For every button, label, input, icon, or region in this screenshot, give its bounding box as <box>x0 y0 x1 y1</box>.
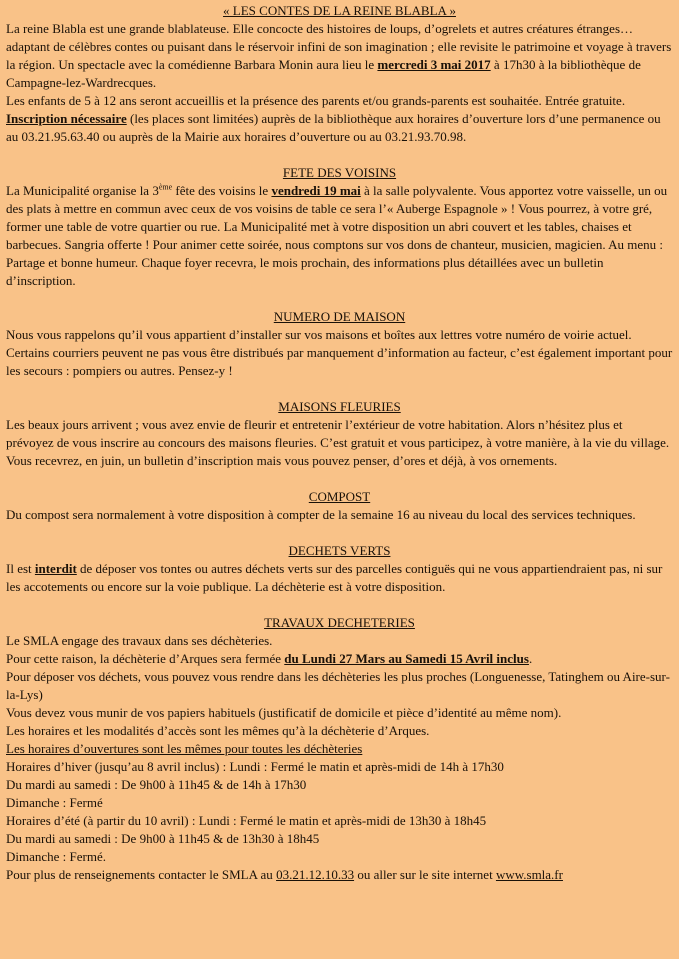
travaux-dates: du Lundi 27 Mars au Samedi 15 Avril inclus <box>284 651 529 666</box>
dechets-paragraph: Il est interdit de déposer vos tontes ou autres déchets verts sur des parcelles contiguës qui ne vous appartiendraient pas, ni sur les accotements ou encore sur la voie publique. La déchèterie est à votre disposition. <box>6 561 663 594</box>
travaux-line-8: Du mardi au samedi : De 9h00 à 11h45 & de 14h à 17h30 <box>6 777 307 792</box>
voisins-date: vendredi 19 mai <box>271 183 361 198</box>
section-compost <box>6 488 673 524</box>
section-fleuries <box>6 398 673 470</box>
travaux-line-9: Dimanche : Fermé <box>6 795 103 810</box>
compost-paragraph: Du compost sera normalement à votre disposition à compter de la semaine 16 au niveau du local des services techniques. <box>6 507 636 522</box>
heading-fleuries: MAISONS FLEURIES <box>278 399 401 414</box>
numero-paragraph: Nous vous rappelons qu’il vous appartient d’installer sur vos maisons et boîtes aux lettres votre numéro de voirie actuel. Certains courriers peuvent ne pas vous être distribués par manquement d’information au facteur, c’est également important pour les secours : pompiers ou autres. Pensez-y ! <box>6 327 673 378</box>
travaux-line-2: Pour cette raison, la déchèterie d’Arques sera fermée du Lundi 27 Mars au Samedi 15 Avril inclus. <box>6 651 533 666</box>
fleuries-paragraph: Les beaux jours arrivent ; vous avez envie de fleurir et entretenir l’extérieur de votre habitation. Alors n’hésitez plus et prévoyez de vous inscrire au concours des maisons fleuries. C’est gratuit et vous participez, à votre manière, à la vie du village. Vous recevrez, en juin, un bulletin d’inscription mais vous pouvez penser, d’ores et déjà, à vos ornements. <box>6 417 670 468</box>
section-contes <box>6 2 673 146</box>
heading-voisins: FETE DES VOISINS <box>282 165 397 180</box>
contes-paragraph-1: La reine Blabla est une grande blablateuse. Elle concocte des histoires de loups, d’ogrelets et autres créatures étranges…adaptant de célèbres contes ou puisant dans le réservoir infini de son imagination ; elle revisite le patrimoine et voyage à travers la région. Un spectacle avec la comédienne Barbara Monin aura lieu le mercredi 3 mai 2017 à 17h30 à la bibliothèque de Campagne-lez-Wardrecques. <box>6 21 672 90</box>
travaux-line-7: Horaires d’hiver (jusqu’au 8 avril inclus) : Lundi : Fermé le matin et après-midi de 14h à 17h30 <box>6 759 504 774</box>
heading-dechets: DECHETS VERTS <box>288 543 391 558</box>
heading-compost: COMPOST <box>308 489 371 504</box>
travaux-line-12: Dimanche : Fermé. <box>6 849 106 864</box>
section-dechets <box>6 542 673 596</box>
contes-paragraph-2: Les enfants de 5 à 12 ans seront accueillis et la présence des parents et/ou grands-parents est souhaitée. Entrée gratuite. Inscription nécessaire (les places sont limitées) auprès de la bibliothèque aux horaires d’ouverture lors d’une permanence ou au 03.21.95.63.40 ou auprès de la Mairie aux horaires d’ouverture ou au 03.21.93.70.98. <box>6 93 661 144</box>
dechets-interdit: interdit <box>34 561 77 576</box>
travaux-line-6: Les horaires d’ouvertures sont les mêmes pour toutes les déchèteries <box>6 741 363 756</box>
section-numero <box>6 308 673 380</box>
contes-date: mercredi 3 mai 2017 <box>377 57 491 72</box>
section-travaux <box>6 614 673 884</box>
travaux-line-3: Pour déposer vos déchets, vous pouvez vous rendre dans les déchèteries les plus proches (Longuenesse, Tatinghem ou Aire-sur-la-Lys) <box>6 669 670 702</box>
heading-travaux: TRAVAUX DECHETERIES <box>264 615 415 630</box>
voisins-paragraph: La Municipalité organise la 3ème fête des voisins le vendredi 19 mai à la salle polyvalente. Vous apportez votre vaisselle, un ou des plats à mettre en commun avec ceux de vos voisins de table ce sera l’« Auberge Espagnole » ! Vous pourrez, à votre gré, former une table de votre quartier ou rue. La Municipalité met à votre disposition un abri couvert et les tables, chaises et barbecues. Sangria offerte ! Pour animer cette soirée, nous comptons sur vos dons de chanteur, musicien, magicien. Au menu : Partage et bonne humeur. Chaque foyer recevra, le mois prochain, des informations plus détaillées avec un bulletin d’inscription. <box>6 182 668 288</box>
travaux-line-4: Vous devez vous munir de vos papiers habituels (justificatif de domicile et pièce d’identité au même nom). <box>6 705 562 720</box>
travaux-line-13: Pour plus de renseignements contacter le SMLA au 03.21.12.10.33 ou aller sur le site internet www.smla.fr <box>6 867 563 882</box>
section-voisins <box>6 164 673 290</box>
contes-inscription: Inscription nécessaire <box>6 111 127 126</box>
travaux-line-1: Le SMLA engage des travaux dans ses déchèteries. <box>6 633 273 648</box>
travaux-line-11: Du mardi au samedi : De 9h00 à 11h45 & de 13h30 à 18h45 <box>6 831 320 846</box>
travaux-line-10: Horaires d’été (à partir du 10 avril) : Lundi : Fermé le matin et après-midi de 13h30 à 18h45 <box>6 813 487 828</box>
heading-contes: « LES CONTES DE LA REINE BLABLA » <box>223 3 456 18</box>
heading-numero: NUMERO DE MAISON <box>273 309 406 324</box>
travaux-line-5: Les horaires et les modalités d’accès sont les mêmes qu’à la déchèterie d’Arques. <box>6 723 430 738</box>
smla-website-link[interactable]: www.smla.fr <box>495 867 563 882</box>
smla-phone-link[interactable]: 03.21.12.10.33 <box>276 867 355 882</box>
